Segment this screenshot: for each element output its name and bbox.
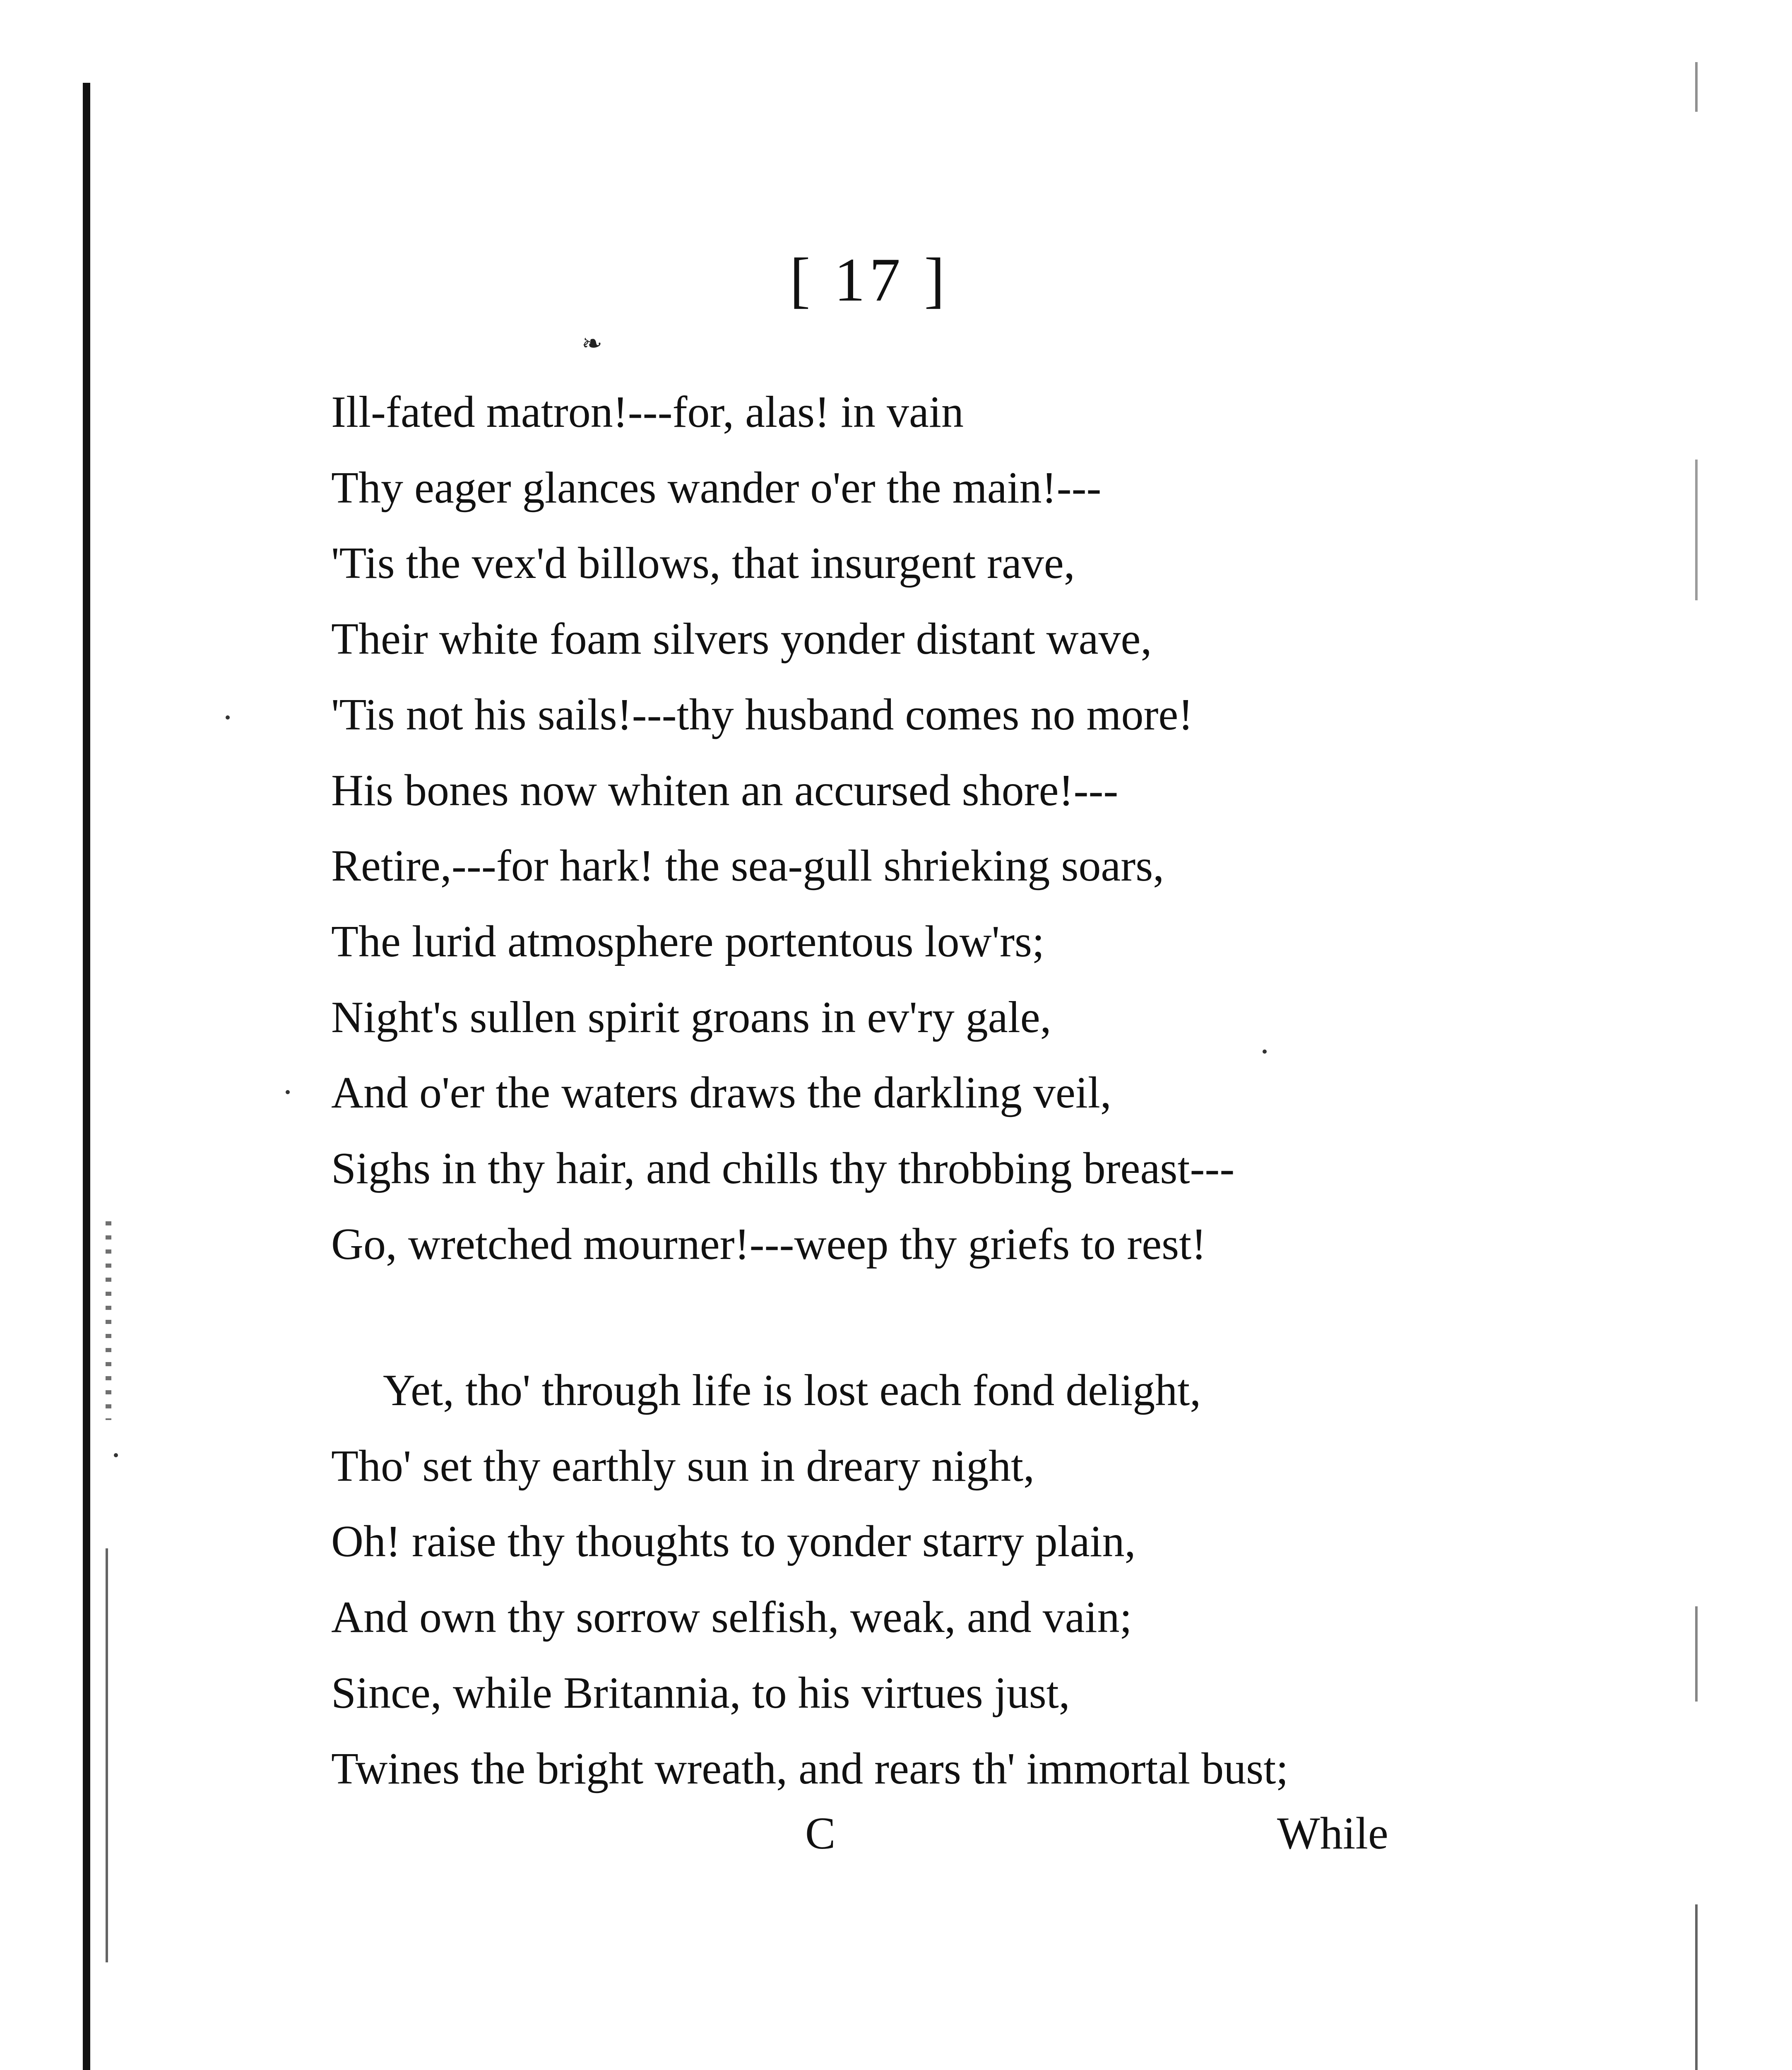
- verse-line: The lurid atmosphere portentous low'rs;: [331, 917, 1045, 966]
- poem-stanza-1: [331, 375, 1532, 1282]
- verse-line: And own thy sorrow selfish, weak, and vain;: [331, 1593, 1132, 1642]
- speck: [226, 715, 230, 720]
- page-number: [ 17 ]: [789, 246, 949, 314]
- catchword: While: [1277, 1808, 1388, 1858]
- verse-line: Yet, tho' through life is lost each fond delight,: [383, 1366, 1201, 1415]
- right-edge-mark: [1695, 1606, 1698, 1702]
- signature-mark: C: [805, 1808, 836, 1858]
- verse-line: Oh! raise thy thoughts to yonder starry plain,: [331, 1517, 1136, 1567]
- speck: [114, 1453, 118, 1457]
- verse-line: And o'er the waters draws the darkling veil,: [331, 1068, 1111, 1118]
- binding-edge-line: [106, 1548, 108, 1962]
- right-edge-mark: [1695, 460, 1698, 600]
- verse-line: His bones now whiten an accursed shore!---: [331, 765, 1118, 815]
- verse-line: Since, while Britannia, to his virtues just,: [331, 1668, 1070, 1718]
- speck: [286, 1090, 290, 1094]
- poem-stanza-2: [331, 1353, 1532, 1807]
- verse-line: Night's sullen spirit groans in ev'ry gale,: [331, 992, 1051, 1042]
- binding-edge-marks: [106, 1221, 111, 1420]
- verse-line: Sighs in thy hair, and chills thy throbbing breast---: [331, 1144, 1235, 1194]
- printer-ornament-icon: ❧: [582, 330, 603, 357]
- verse-line: Their white foam silvers yonder distant wave,: [331, 614, 1152, 664]
- right-edge-mark: [1695, 62, 1698, 112]
- binding-edge-shadow: [83, 83, 90, 2070]
- verse-line: 'Tis the vex'd billows, that insurgent rave,: [331, 539, 1075, 588]
- right-edge-mark: [1695, 1904, 1698, 2070]
- verse-line: Ill-fated matron!---for, alas! in vain: [331, 388, 964, 437]
- verse-line: Go, wretched mourner!---weep thy griefs to rest!: [331, 1219, 1207, 1269]
- verse-line: Thy eager glances wander o'er the main!---: [331, 463, 1102, 513]
- verse-line: Tho' set thy earthly sun in dreary night,: [331, 1441, 1035, 1491]
- verse-line: Twines the bright wreath, and rears th' immortal bust;: [331, 1744, 1289, 1793]
- verse-line: Retire,---for hark! the sea-gull shrieking soars,: [331, 841, 1164, 891]
- verse-line: 'Tis not his sails!---thy husband comes no more!: [331, 690, 1193, 739]
